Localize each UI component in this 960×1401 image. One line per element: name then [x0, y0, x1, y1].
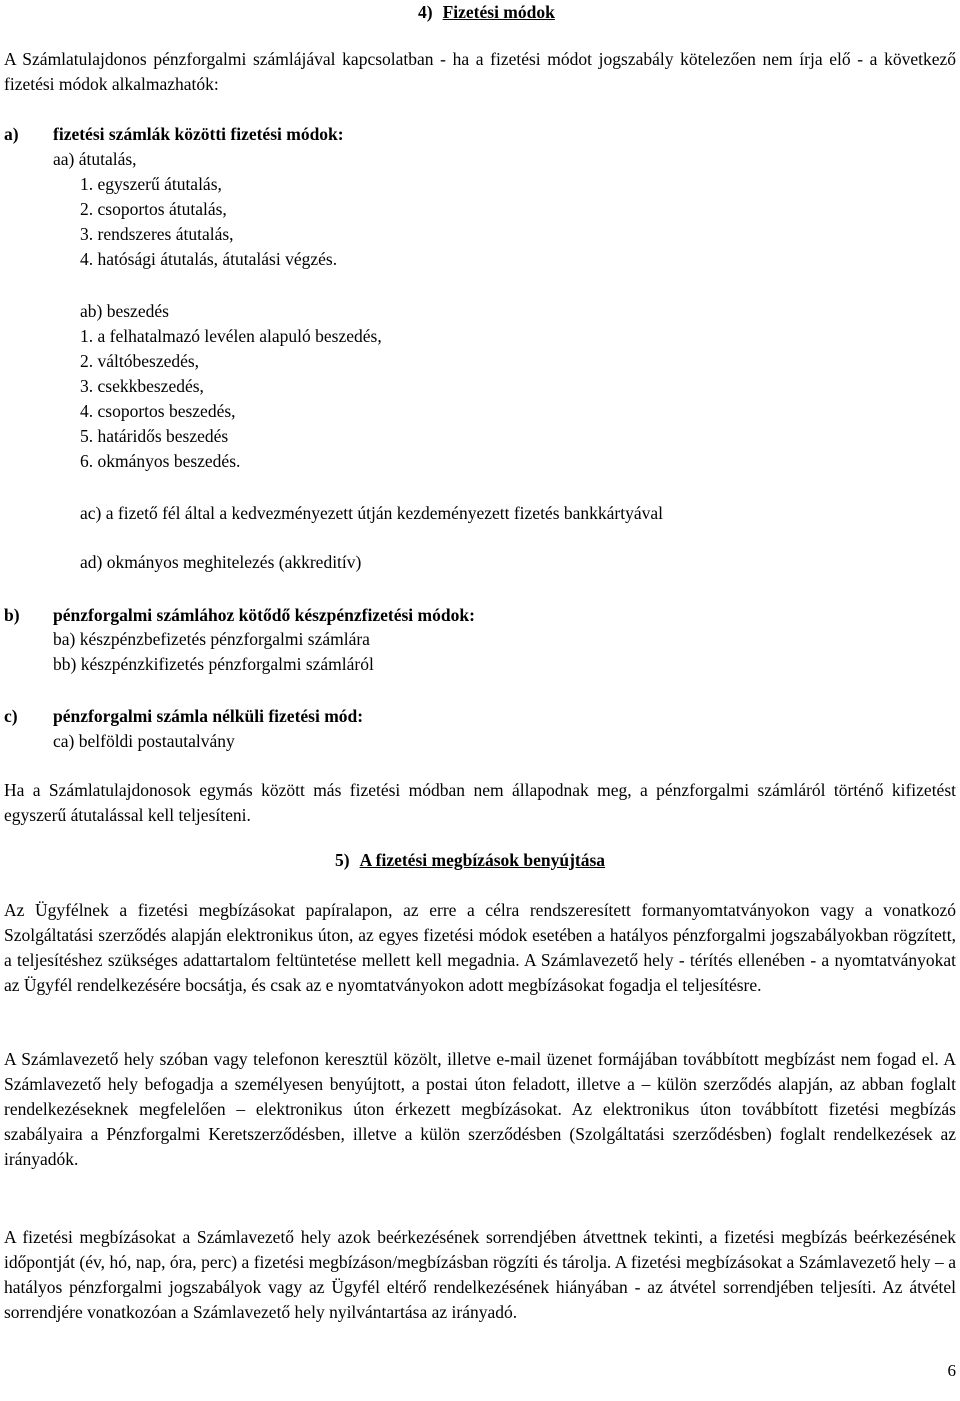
list-b-heading: pénzforgalmi számlához kötődő készpénzfizetési módok: — [53, 605, 475, 625]
section-5-paragraph-2: A Számlavezető hely szóban vagy telefonon keresztül közölt, illetve e-mail üzenet formájában továbbított megbízást nem fogad el. A Számlavezető hely befogadja a személyesen benyújtott, a postai úton feladott, illetve a – külön szerződés alapján, az abban foglalt rendelkezéseknek megfelelően – elektronikus úton érkezett megbízásokat. Az elektronikus úton továbbított fizetési megbízás szabályaira a Pénzforgalmi Keretszerződésben, illetve a külön szerződésben (Szolgáltatási szerződésben) foglalt rendelkezések az irányadók. — [4, 1049, 956, 1169]
section-5-paragraph-1: Az Ügyfélnek a fizetési megbízásokat papíralapon, az erre a célra rendszeresített formanyomtatványokon vagy a vonatkozó Szolgáltatási szerződés alapján elektronikus úton, az egyes fizetési módok esetében a hatályos pénzforgalmi jogszabályokban rögzített, a teljesítéshez szükséges adattartalom feltüntetése mellett kell megadnia. A Számlavezető hely - térítés ellenében - a nyomtatványokat az Ügyfél rendelkezésére bocsátja, és csak az e nyomtatványokon adott megbízásokat fogadja el teljesítésre. — [4, 900, 956, 995]
list-aa-item: 2. csoportos átutalás, — [80, 199, 227, 219]
list-b-mark: b) — [4, 605, 20, 625]
list-aa-label: aa) átutalás, — [53, 149, 137, 169]
list-aa-item: 3. rendszeres átutalás, — [80, 224, 234, 244]
list-ab-item: 1. a felhatalmazó levélen alapuló beszedés, — [80, 326, 382, 346]
list-ab-item: 5. határidős beszedés — [80, 426, 229, 446]
list-ac: ac) a fizető fél által a kedvezményezett útján kezdeményezett fizetés bankkártyával — [80, 503, 664, 523]
section-4-intro: A Számlatulajdonos pénzforgalmi számlájával kapcsolatban - ha a fizetési módot jogszabály kötelezően nem írja elő - a következő fizetési módok alkalmazhatók: — [4, 49, 956, 94]
section-4-title — [418, 0, 555, 25]
section-4-number: 4) — [418, 2, 433, 22]
page-number: 6 — [947, 1361, 956, 1380]
section-5-number: 5) — [335, 850, 350, 870]
section-4-title-text: Fizetési módok — [442, 2, 555, 22]
section-5-title — [335, 848, 605, 873]
list-aa-item: 4. hatósági átutalás, átutalási végzés. — [80, 249, 338, 269]
list-c-heading: pénzforgalmi számla nélküli fizetési mód: — [53, 706, 364, 726]
list-ab-item: 6. okmányos beszedés. — [80, 451, 241, 471]
list-a-mark: a) — [4, 124, 19, 144]
list-ba: ba) készpénzbefizetés pénzforgalmi számlára — [53, 629, 370, 649]
list-ab-item: 4. csoportos beszedés, — [80, 401, 236, 421]
list-c-mark: c) — [4, 706, 18, 726]
section-5-title-text: A fizetési megbízások benyújtása — [359, 850, 606, 870]
section-5-paragraph-3: A fizetési megbízásokat a Számlavezető hely azok beérkezésének sorrendjében átvettnek tekinti, a fizetési megbízás beérkezésének időpontját (év, hó, nap, óra, perc) a fizetési megbízáson/megbízásban rögzíti és tárolja. A fizetési megbízásokat a Számlavezető hely – a hatályos pénzforgalmi jogszabályok vagy az Ügyfél eltérő rendelkezésének hiányában - az átvétel sorrendjében teljesíti. Az átvétel sorrendjére vonatkozóan a Számlavezető hely nyilvántartása az irányadó. — [4, 1227, 956, 1322]
list-ad: ad) okmányos meghitelezés (akkreditív) — [80, 552, 362, 572]
list-ab-item: 3. csekkbeszedés, — [80, 376, 204, 396]
list-ab-item: 2. váltóbeszedés, — [80, 351, 200, 371]
list-a-heading: fizetési számlák közötti fizetési módok: — [53, 124, 344, 144]
list-aa-item: 1. egyszerű átutalás, — [80, 174, 222, 194]
list-bb: bb) készpénzkifizetés pénzforgalmi számláról — [53, 654, 374, 674]
section-4-closing: Ha a Számlatulajdonosok egymás között más fizetési módban nem állapodnak meg, a pénzforgalmi számláról történő kifizetést egyszerű átutalással kell teljesíteni. — [4, 780, 956, 825]
list-ab-label: ab) beszedés — [80, 301, 169, 321]
list-ca: ca) belföldi postautalvány — [53, 731, 235, 751]
